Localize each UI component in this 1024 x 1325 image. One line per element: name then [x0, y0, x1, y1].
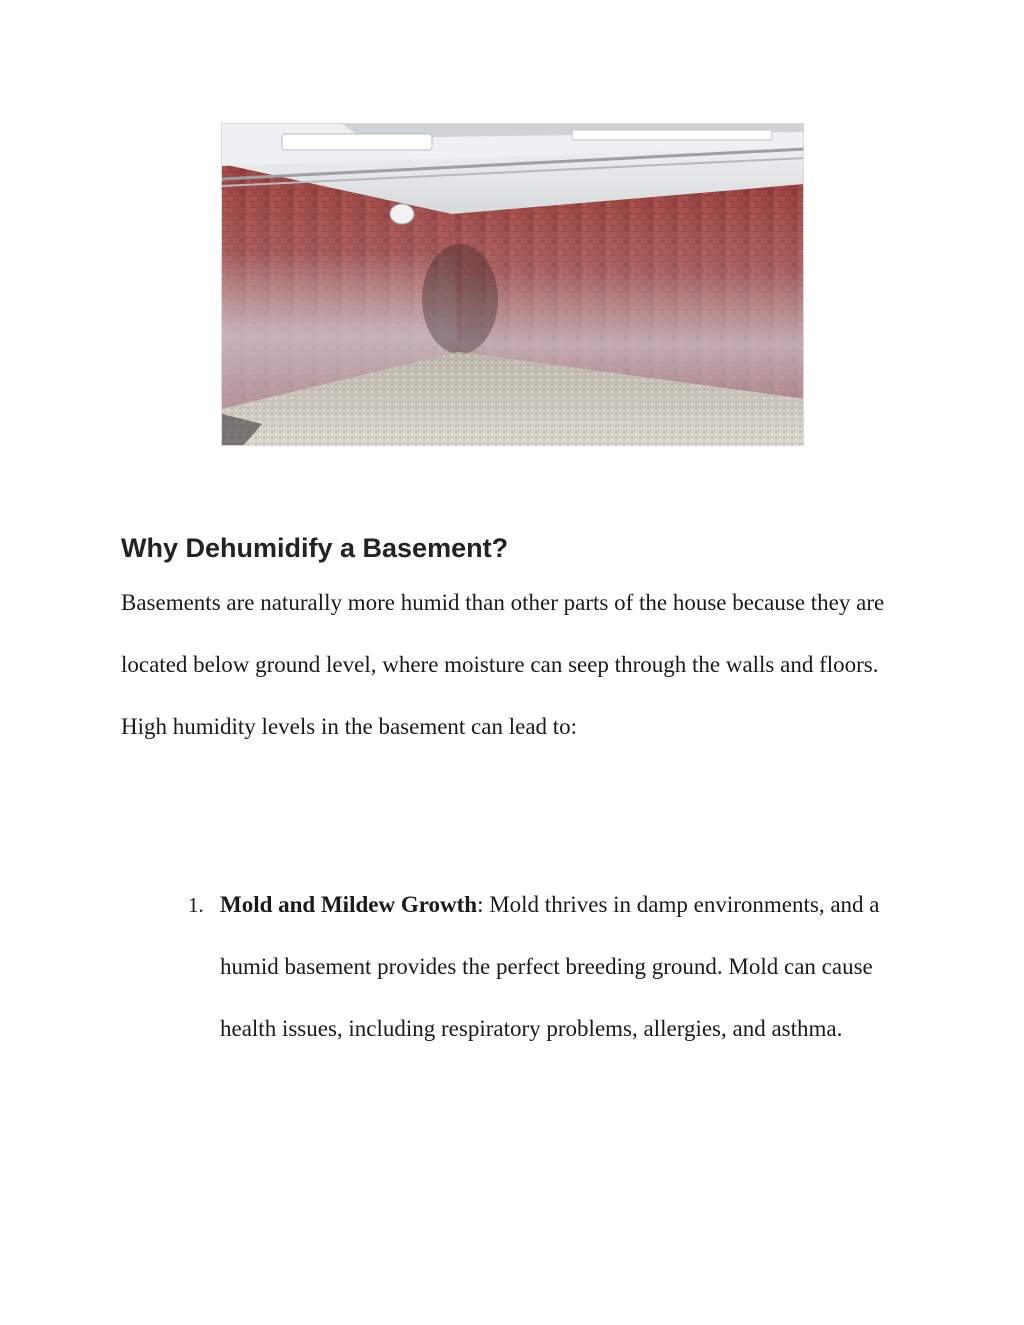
list-item-term: Mold and Mildew Growth: [220, 892, 478, 917]
intro-paragraph: Basements are naturally more humid than other parts of the house because they are located below ground level, where moisture can seep through the walls and floors. High humidity levels in the basement can lead to:: [121, 590, 885, 739]
list-item-description: Mold thrives in damp environments, and a humid basement provides the perfect breeding ground. Mold can cause health issues, including respiratory problems, allergies, and asthma.: [220, 892, 880, 1041]
section-heading: Why Dehumidify a Basement?: [121, 533, 509, 563]
list-item-number: 1.: [188, 893, 204, 917]
list-item-separator: :: [477, 892, 484, 917]
basement-photo: [221, 123, 804, 446]
list-item: [220, 874, 900, 1060]
